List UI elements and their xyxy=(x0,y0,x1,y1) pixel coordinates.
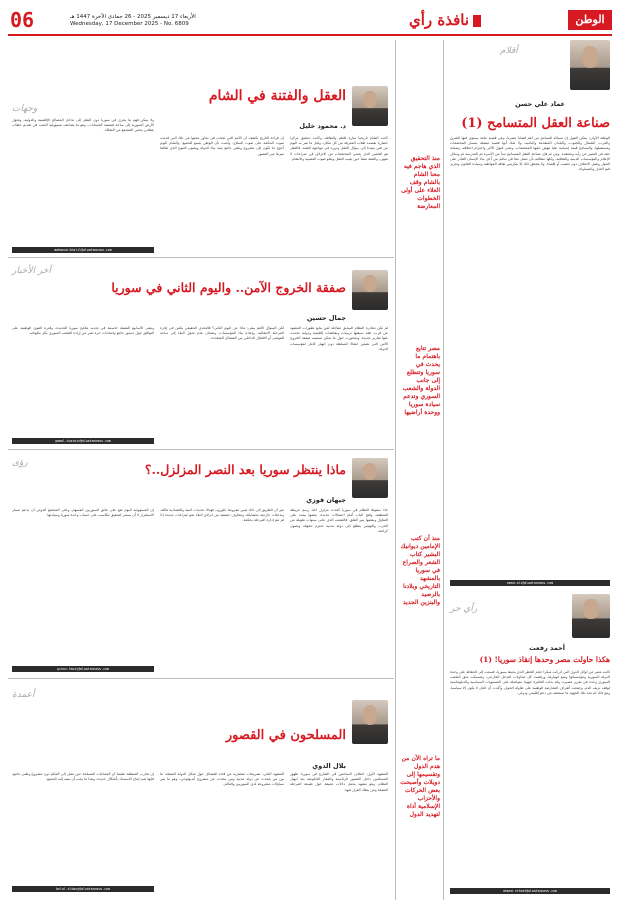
author-photo-1 xyxy=(352,86,388,126)
article-4-col-b: المشهد الثاني: تصريحات متضاربة من قادة الفصائل حول شكل الدولة المقبلة، ما بين من يتحدث عن دولة مدنية ومن يتحدث عن مشروع أيديولوجي، وهو ما يثير تساؤلات مشروعة لدى السوريين والعالم. xyxy=(160,772,284,787)
author-name-2: جمال حسين xyxy=(306,314,346,322)
author-email-4: belal.eldawy@alwatannews.com xyxy=(12,886,154,892)
article-divider-3 xyxy=(8,678,394,679)
article-kicker-3: رؤى xyxy=(12,458,28,468)
article-3-col-b: غير أن الطريق إلى ذلك ليس مفروشا بالورود، فهناك تحديات أمنية واقتصادية هائلة، وتدخلات خارجية متشابكة، ومخاوف حقيقية من انزلاق البلاد نحو صراعات جديدة إذا لم تتم إدارة المرحلة بحكمة. xyxy=(160,508,284,523)
article-2-col-b: لكن السؤال الأهم يبقى: ماذا عن اليوم الثاني؟ فالتحدي الحقيقي يكمن في إدارة المرحلة الانتقالية، وإعادة بناء المؤسسات، وضمان عدم تحول البلاد إلى ساحة للفوضى أو الاقتتال الداخلي بين الفصائل المتعددة. xyxy=(160,326,284,341)
dateline xyxy=(70,14,320,28)
article-title-3: ماذا ينتظر سوريا بعد النصر المزلزل..؟ xyxy=(144,462,346,477)
dateline-arabic: الأربعاء 17 ديسمبر 2025 - 26 جمادى الآخرة 1447 هـ xyxy=(70,14,196,20)
section-title xyxy=(395,10,495,30)
dateline-english: Wednesday, 17 December 2025 - No. 6809 xyxy=(70,21,189,27)
column-kicker: أقلام xyxy=(500,46,518,56)
pull-quote-2: مصر تتابع باهتمام ما يحدث في سوريا وتتطلع إلى جانب الدولة والشعب السوري وتدعم سيادة سوريا ووحدة أراضيها xyxy=(402,345,440,416)
article-4-col-a: المشهد الأول: اختلاف الساعتين في الشارع في سوريا، ظهور المسلحين داخل القصور الرئاسية والمقار الحكومية بعد انهيار النظام، وهو مشهد يحمل دلالات عميقة حول طبيعة المرحلة المقبلة ومن يملك القرار فيها. xyxy=(290,772,388,792)
newspaper-logo: الوطن xyxy=(568,10,612,30)
author-email-right-top: emad.ali@alwatannews.com xyxy=(450,580,610,586)
article-4-col-c: إن تجارب المنطقة علمتنا أن الجماعات المسلحة حين تصل إلى الحكم دون مشروع وطني جامع، فإنها تعيد إنتاج الاستبداد بأشكال جديدة، وهذا ما يجب أن ينتبه إليه الجميع. xyxy=(12,772,154,782)
pull-quote-1: منذ التحقيق الذي هاجم فيه معنا الشام بالشام وقف العلاء على أولى الخطوات المعارضة xyxy=(401,155,440,210)
article-2-col-a: لم تكن مغادرة النظام السابق مفاجئة لمن يتابع تطورات المشهد عن قرب، فقد سبقتها ترتيبات وتفاهمات إقليمية ودولية تحدثت عنها تقارير عديدة، وتمحورت حول ما يمكن تسميته صفقة الخروج الآمن التي تضمن انتقالا للسلطة دون انهيار كامل لمؤسسات الدولة. xyxy=(290,326,388,351)
author-photo-3 xyxy=(352,458,388,498)
article-title-4: المسلحون في القصور xyxy=(225,728,346,743)
section-marker-icon xyxy=(473,15,481,27)
article-title-right-bottom: هكذا حاولت مصر وحدها إنقاذ سوريا! (1) xyxy=(479,655,610,664)
header-rule xyxy=(8,34,612,36)
article-divider-1 xyxy=(8,257,394,258)
article-body-right-top: الوطنة الأولى: يمكن القول إن مسألة التسامح من أهم قضايا عصرنا، وهي قضية عامة يستوي فيها الشرق والغرب، الشمال والجنوب، والبلدان المتقدمة والنامية، ولا شك أنها قضية متصلة بمسار المجتمعات ومستقبلها. والتسامح قيمة إنسانية عليا تنهض عليها المجتمعات، وتعنى قبول الآخر واحترام اختلافه، وصيانة حقه في التعبير عن رأيه ومعتقده. ومن ثم فإن صناعة العقل المتسامح تبدأ من الأسرة ثم المدرسة ثم وسائل الإعلام والمؤسسات الدينية والثقافية، وكلها مطالبة بأن تعمل معا في تناغم من أجل بناء الإنسان القادر على الحوار وتقبل الاختلاف دون تعصب أو إقصاء. ولا يتحقق ذلك إلا بتكريس ثقافة المواطنة وسيادة القانون وتعزيز قيم العدل والمساواة. xyxy=(450,136,610,172)
article-kicker-4: أعمدة xyxy=(12,690,35,700)
author-photo-right-top xyxy=(570,40,610,90)
author-name-3: جيهان فوزي xyxy=(306,496,346,504)
inner-column-divider xyxy=(395,40,396,900)
article-divider-2 xyxy=(8,449,394,450)
column-kicker-2: رأي حر xyxy=(450,604,478,614)
article-2-col-c: وتبقى الأسابيع المقبلة حاسمة في تحديد ملامح سوريا الجديدة، وقدرة القوى الوطنية على التوافق حول دستور جامع وانتخابات حرة تعبر عن إرادة الشعب السوري بكل مكوناته. xyxy=(12,326,154,336)
article-1-col-c: ولا يمكن فهم ما يجري في سوريا دون النظر إلى تداخل المصالح الإقليمية والدولية، وتحول الأرض السورية إلى ساحة لتصفية الحسابات، وهو ما يضاعف مسؤولية النخب في تقديم خطاب عقلاني يحمي المجتمع من التفكك. xyxy=(12,118,154,133)
author-email-3: gihan.fawzy@alwatannews.com xyxy=(12,666,154,672)
author-photo-4 xyxy=(352,700,388,744)
author-photo-2 xyxy=(352,270,388,310)
article-3-col-a: جاء سقوط النظام في سوريا كحدث مزلزل أعاد رسم خريطة المنطقة، وفتح الباب أمام احتمالات عديدة، بعضها يبعث على التفاؤل وبعضها يثير القلق. فالشعب الذي عانى سنوات طويلة من الحرب والتهجير يتطلع إلى دولة مدنية تحترم حقوقه وتصون كرامته. xyxy=(290,508,388,533)
author-email-1: mahmoud.khalil@alwatannews.com xyxy=(12,247,154,253)
author-name-4: بلال الدوي xyxy=(312,762,346,770)
article-title-right-top: صناعة العقل المتسامح (1) xyxy=(461,116,610,131)
article-1-col-b: إن قراءة التاريخ تكشف أن الأمم التي نجحت في تجاوز محنها هي تلك التي قدمت صوت الحكمة على صوت السلاح، وآمنت بأن الوطن يتسع للجميع. والشام اليوم أحوج ما تكون إلى مشروع وطني جامع يعيد بناء الدولة ويصون التنوع الذي طالما ميزها عبر العصور. xyxy=(160,136,284,156)
article-3-col-c: إن المسؤولية اليوم تقع على عاتق السوريين أنفسهم، وعلى المجتمع الدولي أن يدعم مسار الاستقرار لا أن يسعى لتحقيق مكاسب على حساب وحدة سوريا وسيادتها. xyxy=(12,508,154,518)
column-divider xyxy=(443,40,444,900)
article-1-col-a: كانت الشام تاريخيا منارة للعلم والثقافة، وكانت دمشق مركزا حضاريا يقصده طلاب المعرفة من كل مكان، ولعل ما تمر به اليوم من فتن يعيدنا إلى سؤال العقل ودوره في مواجهة الفتنة. فالعقل هو الحصن الذي يحمي المجتمعات من الانزلاق في صراعات لا تنتهي، والفتنة تنشأ حين يغيب العقل ويعلو صوت العصبية والانتقام. xyxy=(290,136,388,161)
article-kicker-2: آخر الأخبار xyxy=(12,266,51,276)
section-title-text: نافذة رأي xyxy=(408,11,470,29)
article-body-right-bottom: كانت مصر من أوائل الدول التي أدركت مبكرا حجم الخطر الذي يحيط بسوريا، فسعت إلى الحفاظ على وحدة الدولة السورية ومؤسساتها ومنع انهيارها، ورفضت كل محاولات التدخل الخارجي، وتمسكت بحق الشعب السوري وحده في تقرير مصيره. وقد بذلت القاهرة جهودا متواصلة على المستويات السياسية والدبلوماسية لوقف نزيف الدم، وجمعت أطراف المعارضة الوطنية على طاولة الحوار، وأكدت أن الحل لا يكون إلا سياسيا. ومع ذلك لم تجد تلك الجهود ما تستحقه من دعم إقليمي ودولي. xyxy=(450,670,610,695)
article-title-1: العقل والفتنة في الشام xyxy=(208,88,346,104)
author-email-right-bottom: ahmed.refaat@alwatannews.com xyxy=(450,888,610,894)
pull-quote-4: ما تراه الآن من هدم الدول وتقسيمها إلى دويلات وأصبحت بعض الحركات والأحزاب الإسلامية أداة لتهديد الدول xyxy=(400,755,440,818)
page-number: 06 xyxy=(10,8,35,32)
article-kicker-1: وجهات xyxy=(12,104,38,114)
author-name-right-bottom: أحمد رفعت xyxy=(529,644,565,652)
author-email-2: gamal.hussein@alwatannews.com xyxy=(12,438,154,444)
pull-quote-3: منذ أن كتب الإمامين ديوانيك البشير كتاب الشعر والصراع في سوريا بالمشهد التاريخي وبلادنا بالرصيد والبنزين الجديد xyxy=(400,535,440,606)
author-name-1: د. محمود خليل xyxy=(299,122,346,130)
author-name-right-top: عماد علي حسن xyxy=(515,100,565,108)
article-title-2: صفقة الخروج الآمن.. واليوم الثاني في سوريا xyxy=(111,280,346,295)
author-photo-right-bottom xyxy=(572,594,610,638)
